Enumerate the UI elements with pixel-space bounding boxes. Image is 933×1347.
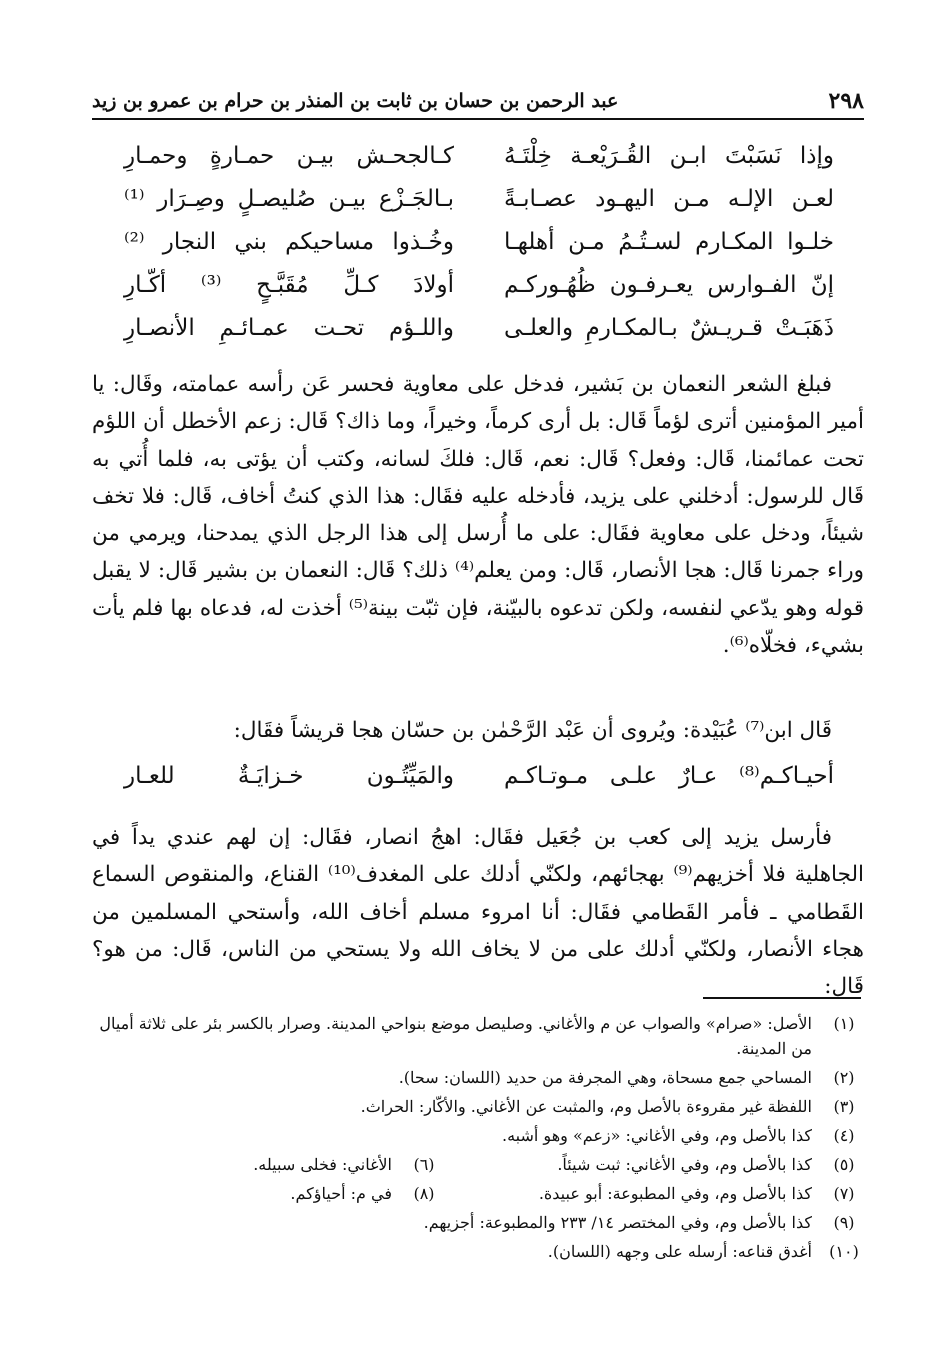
footnote-number: (٩) (833, 1213, 855, 1232)
verse (92, 186, 864, 229)
footnote-number: (١٠) (829, 1242, 859, 1261)
footnote-text: المساحي جمع مسحاة، وهي المجرفة من حديد (اللسان: سحا). (398, 1068, 812, 1087)
footnote-number: (٥) (833, 1155, 855, 1174)
footnote-number: (٤) (833, 1126, 855, 1145)
footnote-number: (٢) (833, 1068, 855, 1087)
footnotes (92, 1011, 864, 1268)
footnote-number: (٨) (413, 1184, 435, 1203)
footnote-separator (703, 997, 861, 999)
footnote (92, 1094, 864, 1123)
prose-paragraph: فأرسل يزيد إلى كعب بن جُعَيل فقَال: اهجُ انصار، فقَال: إن لهم عندي يداً في الجاهلية فلا أخزيهم⁽⁹⁾ بهجائهم، ولكنّي أدلك على المغدف⁽¹⁰⁾ القناع، والمنقوص السماع القَطامي ـ فأمر القَطامي فقَال: أنا امروء مسلم أخاف الله، وأستحي المسلمين من هجاء الأنصار، ولكنّي أدلك على من لا يخاف الله ولا يستحي من الناس، قَال: من هو؟ قَال: (92, 825, 864, 1000)
footnote-text: الأصل: «صرام» والصواب عن م والأغاني. وصليصل موضع بنواحي المدينة. وصرار بالكسر بئر على ثلاثة أميال من المدينة. (99, 1014, 812, 1058)
verse-second-hemistich: واللـؤم تحـت عمـائـمِ الأنصـارِ (124, 315, 454, 341)
footnote (104, 1152, 444, 1177)
footnote-text: كذا بالأصل وم، وفي المختصر ١٤/ ٢٣٣ والمطبوعة: أجزيهم. (423, 1213, 812, 1232)
verse (92, 315, 864, 358)
footnote (92, 1210, 864, 1239)
footnote (92, 1123, 864, 1152)
prose-paragraph: قَال ابن⁽⁷⁾ عُبَيْدة: ويُروى أن عَبْد الرَّحْمٰن بن حسّان هجا قريشاً فقَال: (233, 718, 832, 743)
footnote (92, 1011, 864, 1065)
verse (92, 229, 864, 272)
verse-first-hemistich: ذَهَبَـتْ قـريـشٌ بـالمكـارمِ والعلـى (504, 315, 834, 341)
verse-second-hemistich: والمَيِّتُـون خـزايَـةٌ للعـار (124, 763, 454, 789)
page-header (92, 88, 864, 120)
poem-verses (92, 143, 864, 358)
footnote-number: (٣) (833, 1097, 855, 1116)
verse-second-hemistich: بـالجَـزْع بيـن صُليصـلٍ وصِـرَار ⁽¹⁾ (124, 186, 454, 212)
footnote-text: أغدق قناعه: أرسله على وجهه (اللسان). (547, 1242, 812, 1261)
footnote-number: (٧) (833, 1184, 855, 1203)
poem-verse-single (92, 763, 864, 806)
footnote (464, 1181, 864, 1206)
footnote-text: كذا بالأصل وم، وفي المطبوعة: أبو عبيدة. (538, 1184, 812, 1203)
verse-first-hemistich: لعـن الإلـه مـن اليهـود عصـابـةً (504, 186, 834, 212)
verse (92, 143, 864, 186)
prose-paragraph: فبلغ الشعر النعمان بن بَشير، فدخل على معاوية فحسر عَن رأسه عمامته، وقَال: يا أمير المؤمنين أترى لؤماً قَال: بل أرى كرماً، وخيراً، وما ذاك؟ قَال: زعم الأخطل أن اللؤم تحت عمائمنا، قَال: وفعل؟ قَال: نعم، قَال: فلكَ لسانه، وكتب أن يؤتى به، فلما أُتي به قَال للرسول: أدخلني على يزيد، فأدخله عليه فقَال: هذا الذي كنتُ أخاف، قَال: فلا تخف شيئاً، ودخل على معاوية فقَال: على ما أُرسل إلى هذا الرجل الذي يمدحنا، ويرمي من وراء جمرنا قَال: هجا الأنصار، قَال: ومن يعلم⁽⁴⁾ ذلك؟ قَال: النعمان بن بشير قَال: لا يقبل قوله وهو يدّعي لنفسه، ولكن تدعوه بالبيّنة، فإن ثبّت بينة⁽⁵⁾ أخذت له، فدعاه بها فلم يأت بشيء، فخلّاه⁽⁶⁾. (92, 372, 864, 659)
running-title: عبد الرحمن بن حسان بن ثابت بن المنذر بن حرام بن عمرو بن زيد (92, 90, 619, 112)
verse (92, 763, 864, 806)
verse-first-hemistich: وإذا نَسَبْتَ ابـن القُـرَيْعـة خِلْتَـهُ (504, 143, 834, 169)
verse-first-hemistich: خلـوا المكـارم لسـتُـمُ مـن أهلهـا (504, 229, 834, 255)
footnote-text: كذا بالأصل وم، وفي الأغاني: ثبت شيئاً. (557, 1155, 812, 1174)
footnote-number: (٦) (413, 1155, 435, 1174)
footnote (92, 1239, 864, 1268)
verse-second-hemistich: وخُـذوا مساحيكم بني النجار ⁽²⁾ (124, 229, 454, 255)
footnote-text: في م: أحياؤكم. (290, 1184, 392, 1203)
verse-first-hemistich: أحيـاكـم⁽⁸⁾ عـارٌ علـى مـوتـاكـم (504, 763, 834, 789)
verse-second-hemistich: كـالجحـش بيـن حمـارةٍ وحمـارِ (124, 143, 454, 169)
verse (92, 272, 864, 315)
footnote (92, 1065, 864, 1094)
page-number: ٢٩٨ (828, 88, 864, 114)
footnote-number: (١) (833, 1014, 855, 1033)
footnote (104, 1181, 444, 1206)
footnote-text: الأغاني: فخلى سبيله. (253, 1155, 392, 1174)
verse-second-hemistich: أولادَ كـلِّ مُقَبَّـحٍ ⁽³⁾ أكّـارِ (124, 272, 455, 298)
footnote (464, 1152, 864, 1177)
verse-first-hemistich: إنّ الفـوارس يعـرفـون ظُهُـوركـم (504, 272, 834, 298)
footnote-text: كذا بالأصل وم، وفي الأغاني: «زعم» وهو أشبه. (502, 1126, 812, 1145)
footnote-text: اللفظة غير مقروءة بالأصل وم، والمثبت عن الأغاني. والأكّار: الحراث. (360, 1097, 812, 1116)
footnote-pair (92, 1152, 864, 1181)
footnote-pair (92, 1181, 864, 1210)
